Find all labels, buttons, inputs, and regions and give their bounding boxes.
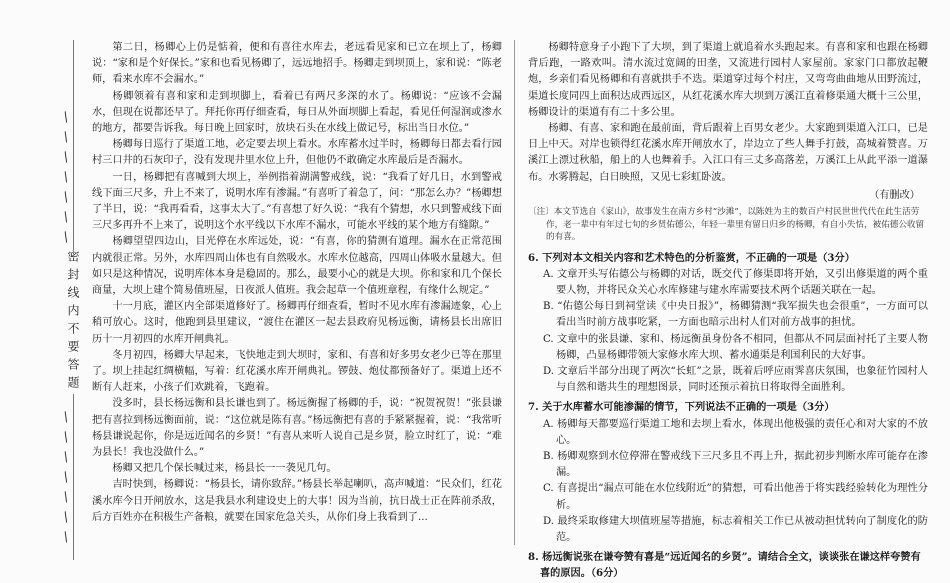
passage-paragraph: 杨卿每日巡行了渠道工地，必定要去坝上看水。水库蓄水过半时，杨卿每日都去看行园村三口井的石灰印子，没有发现井里水位上升，但他仍不敢确定水库最后是否漏水。 (92, 139, 502, 167)
question-6-title: 6. 下列对本文相关内容和艺术特色的分析鉴赏，不正确的一项是（3分） (528, 251, 855, 264)
question-7-option-b: B. 杨卿观察到水位停滞在警戒线下三尺多且不再上升，据此初步判断水库可能存在渗漏。 (543, 450, 928, 479)
question-6-option-b: B. “佑德公每日到祠堂读《中央日报》”，杨卿猜测“我军损失也会很重”，一方面可以看出当时前方战事吃紧，一方面也暗示出村人们对前方战事的担忧。 (543, 301, 928, 329)
binding-slash: / (61, 109, 72, 126)
binding-slash: / (61, 429, 72, 446)
passage-paragraph: 杨卿望望四边山，目光停在水库远处，说：“有喜，你的猜测有道理。漏水在正常范围内就很正常。另外，水库四周山体也有自然吸水。水库水位越高，四周山体吸水量越大。但如只是这种情况，说明库体本身是稳固的。那么，最要小心的就是大坝。你和家和几个保长商量，大坝上建个简易值班屋，日夜派人值班。我会起草一个值班章程，有缘什么规定。” (92, 236, 502, 297)
binding-slash: / (61, 409, 72, 426)
passage-paragraph: 吉时快到，杨卿说：“杨县长，请你致辞。”杨县长举起喇叭，高声喊道：“民众们，红花溪水库今日开闸放水，这是我县水利建设史上的大事！因为当前，抗日战士正在阵前杀敌，后方百姓亦在积极生产备粮，就要在国家危急关头，从你们身上我看到了... (92, 479, 502, 523)
binding-warning: 密封线内不要答题 (66, 250, 80, 394)
passage-paragraph: 第二日，杨卿心上仍是惦着，便和有喜往水库去，老远看见家和已立在坝上了，杨卿说：“家和是个好保长。”家和也看见杨卿了，远远地招手。杨卿走到坝顶上，家和说：“陈老师，看来水库不会漏水。” (92, 42, 502, 86)
binding-slash: / (61, 149, 72, 166)
passage-paragraph: 一日，杨卿把有喜喊到大坝上，举例指着湖满警戒线，说：“我看了好几日，水到警戒线下面三尺多，升上不来了，说明水库有渗漏。”有喜听了着急了，问：“那怎么办？”杨卿想了半日，说：“我再看看，这事太大了。”有喜想了好久说：“我有个猜想，水只到警戒线下面三尺多再升不上来了，说明这个水平线以下水库不漏水，可能水平线的某个地方有缝隙。” (92, 171, 502, 232)
binding-slash: / (61, 529, 72, 546)
passage-paragraph: 杨卿、有喜、家和跑在最前面，背后跟着上百男女老少。大家跑到渠道入江口，已是日上中天。对岸也锁得红花溪水库开闸放水了，岸边立了些人舞手打鼓，高城着赞喜。万溪江上漂过秋船，船上的人也舞着手。入江口有三丈多高落差，万溪江上从此平添一道瀑布。水雾腾起，白日映照，又见七彩虹卧波。 (528, 123, 928, 183)
binding-slash: / (61, 189, 72, 206)
binding-slash: / (61, 169, 72, 186)
left-column (92, 40, 502, 545)
binding-slash: / (61, 449, 72, 466)
binding-slash: / (61, 209, 72, 226)
question-7-title: 7. 关于水库蓄水可能渗漏的情节，下列说法不正确的一项是（3分） (528, 401, 835, 414)
binding-slash: / (61, 509, 72, 526)
question-6-option-d: D. 文章后半部分出现了两次“长虹”之景，既着后呼应雨霁喜庆氛围，也象征竹园村人与自然和谐共生的理想图景，同时还预示着抗日将取得全面胜利。 (543, 365, 928, 394)
annotation-note: 〔注〕本文节选自《家山》，故事发生在南方乡村“沙滩”，以陈姓为主的数百户村民世世代代在此生活劳作，老一辈中有年过七旬的乡贤佑德公，年轻一辈里有留日归乡的杨卿，有自小失怙，被佑德公收留的有喜。 (528, 207, 925, 243)
binding-slash: / (61, 129, 72, 146)
passage-paragraph: 杨卿领着有喜和家和走到坝脚上，看着已有两尺多深的水了。杨卿说：“应该不会漏水，但现在说都还早了。拜托你再仔细查看，每日从外面坝脚上看起，看见任何湿润或渗水的地方，都要告诉我。每日晚上回家时，放块石头在水线上做记号，标出当日水位。” (92, 90, 502, 135)
passage-paragraph: 杨卿特意身子小跑下了大坝，到了渠道上就追着水头跑起来。有喜和家和也跟在杨卿背后跑，一路欢叫。清水流过宽阔的田垄，又流进行园村人家屋前。家家门口都放起鞭炮，乡亲们看见杨卿和有喜就拱手不迭。渠道穿过每个村庄，又弯弯曲曲地从田野流过，渠道长度同四上面积达成西远区，从红花溪水库大坝到万溪江直着修渠通大概十三公里，杨卿设计的渠道有有二十多公里。 (528, 42, 928, 118)
question-7-option-d: D. 最终采取修建大坝值班屋等措施，标志着相关工作已从被动担忧转向了制度化的防范。 (543, 515, 928, 543)
passage-paragraph: 杨卿又把几个保长喊过来，杨县长一一袭见几句。 (112, 463, 337, 475)
question-7-option-c: C. 有喜提出“漏点可能在水位线附近”的猜想，可看出他善于将实践经验转化为理性分析。 (543, 483, 928, 511)
right-column (528, 40, 928, 580)
passage-paragraph: 没多时，县长杨远衡和县长谦也到了。杨远衡握了杨卿的手，说：“祝贺祝贺！”张县谦把有喜拉到杨远衡面前，说：“这位就是陈有喜。”杨远衡把有喜的手紧紧握着，说：“我常听杨县谦说起你，你是远近闻名的乡贤！”有喜从来听人说自己是乡贤，脸立时红了，说：“难为县长！我也没做什么。” (92, 398, 502, 459)
passage-paragraph: 十一月底，灌区内全部渠道修好了。杨卿再仔细查看，暂时不见水库有渗漏迹象，心上稍可放心。这时，他跑到县里建议，“渡住在灌区一起去县政府见杨远衡，请杨县长出席旧历十一月初四的水库开闸典礼。 (92, 301, 502, 345)
source-note: （有删改） (869, 189, 920, 201)
binding-margin (62, 40, 84, 560)
passage-paragraph: 冬月初四，杨卿大早起来，飞快地走到大坝时，家和、有喜和好多男女老少已等在那里了。坝上挂起红绸横幅，写着：红花溪水库开闸典礼。锣鼓、炮仗都预备好了。渠道上还不断有人赶来，小孩子们欢跳着，飞跑着。 (92, 349, 502, 394)
question-7-option-a: A. 杨卿每天都要巡行渠道工地和去坝上看水，体现出他极强的责任心和对大家的不放心。 (543, 418, 928, 446)
column-divider (514, 40, 515, 545)
question-6-option-c: C. 文章中的张县谦、家和、杨远衡虽身份各不相同，但都从不同层面衬托了主要人物杨卿，凸显杨卿带领大家修水库大坝、蓄水通渠是利国利民的大好事。 (543, 333, 928, 361)
question-8-title: 8. 杨远衡说张在谦夸赞有喜是“远近闻名的乡贤”。请结合全文，谈谈张在谦这样夸赞有喜的原因。（6分） (528, 551, 921, 580)
question-6-option-a: A. 文章开头写佑德公与杨卿的对话，既交代了修渠即将开始，又引出修渠道的两个重要人物，并将民众关心水库修建与建水库需要技术两个话题关联在一起。 (543, 268, 928, 296)
binding-slash: / (61, 469, 72, 486)
binding-slash: / (61, 489, 72, 506)
binding-slash: / (61, 229, 72, 246)
